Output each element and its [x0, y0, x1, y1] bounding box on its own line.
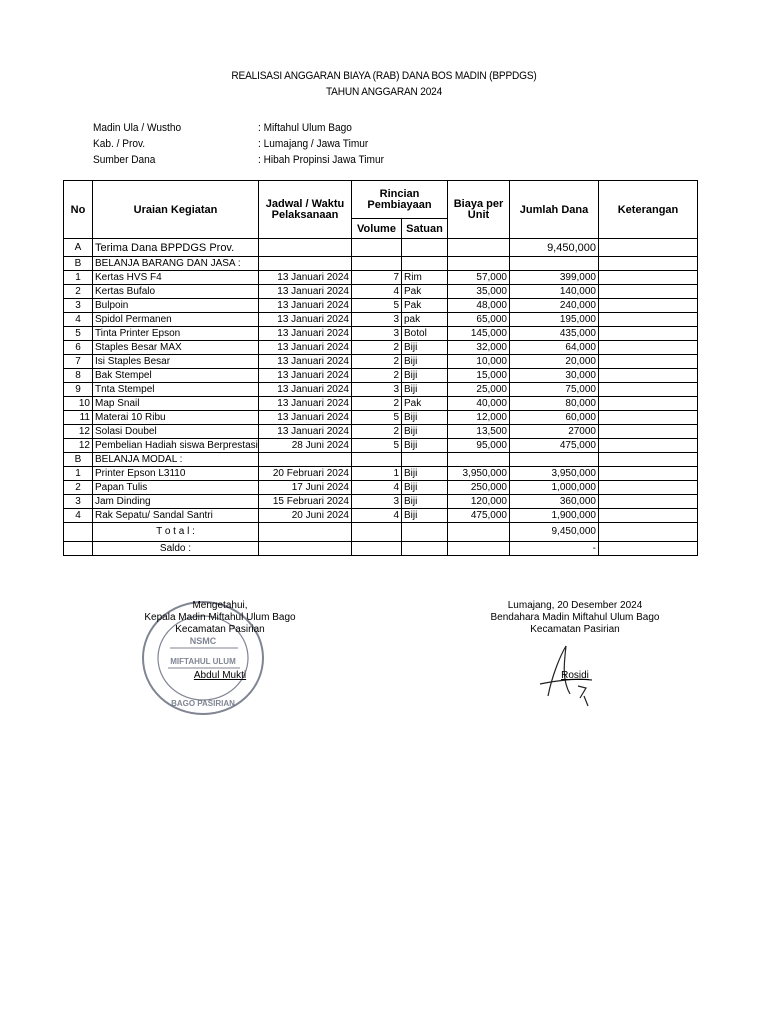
row-satuan: pak — [402, 313, 448, 327]
row-volume: 2 — [352, 355, 402, 369]
row-keterangan — [599, 509, 698, 523]
row-volume: 2 — [352, 397, 402, 411]
row-volume: 4 — [352, 509, 402, 523]
row-uraian: Rak Sepatu/ Sandal Santri — [93, 509, 259, 523]
row-uraian: Papan Tulis — [93, 481, 259, 495]
header-jumlah: Jumlah Dana — [510, 181, 599, 239]
header-biaya: Biaya per Unit — [448, 181, 510, 239]
row-no: 6 — [64, 341, 93, 355]
row-no: 11 — [64, 411, 93, 425]
row-jadwal: 13 Januari 2024 — [259, 355, 352, 369]
table-row — [64, 425, 698, 439]
row-uraian: Jam Dinding — [93, 495, 259, 509]
row-satuan: Botol — [402, 327, 448, 341]
header-uraian: Uraian Kegiatan — [93, 181, 259, 239]
row-keterangan — [599, 327, 698, 341]
total-row — [64, 523, 698, 542]
sig-left-line2: Kepala Madin Miftahul Ulum Bago — [144, 612, 296, 623]
section-a-row — [64, 239, 698, 257]
row-volume: 1 — [352, 467, 402, 481]
row-biaya: 475,000 — [448, 509, 510, 523]
row-satuan: Biji — [402, 411, 448, 425]
row-no: 12 — [64, 439, 93, 453]
row-keterangan — [599, 411, 698, 425]
row-uraian: Kertas Bufalo — [93, 285, 259, 299]
row-jadwal: 13 Januari 2024 — [259, 425, 352, 439]
row-no: 5 — [64, 327, 93, 341]
row-jadwal: 13 Januari 2024 — [259, 271, 352, 285]
row-jadwal: 13 Januari 2024 — [259, 383, 352, 397]
row-satuan: Biji — [402, 467, 448, 481]
table-row — [64, 509, 698, 523]
row-uraian: Pembelian Hadiah siswa Berprestasi — [93, 439, 259, 453]
sig-right-line1: Lumajang, 20 Desember 2024 — [507, 600, 643, 611]
row-uraian: Isi Staples Besar — [93, 355, 259, 369]
row-jumlah: 75,000 — [510, 383, 599, 397]
info-value-madin: : Miftahul Ulum Bago — [258, 122, 352, 134]
row-jadwal: 17 Juni 2024 — [259, 481, 352, 495]
row-biaya: 3,950,000 — [448, 467, 510, 481]
table-row — [64, 299, 698, 313]
section-a-label: Terima Dana BPPDGS Prov. — [93, 239, 259, 257]
section-a-no: A — [64, 239, 93, 257]
budget-table — [63, 180, 698, 556]
row-biaya: 120,000 — [448, 495, 510, 509]
sig-left-line1: Mengetahui, — [192, 600, 248, 611]
info-value-sumber: : Hibah Propinsi Jawa Timur — [258, 154, 384, 166]
row-no: 4 — [64, 509, 93, 523]
row-satuan: Pak — [402, 299, 448, 313]
row-keterangan — [599, 341, 698, 355]
info-value-kab: : Lumajang / Jawa Timur — [258, 138, 369, 150]
table-row — [64, 439, 698, 453]
row-jadwal: 13 Januari 2024 — [259, 327, 352, 341]
row-jumlah: 240,000 — [510, 299, 599, 313]
header-rincian: Rincian Pembiayaan — [352, 181, 448, 219]
row-biaya: 250,000 — [448, 481, 510, 495]
row-satuan: Biji — [402, 509, 448, 523]
row-satuan: Pak — [402, 285, 448, 299]
row-no: 2 — [64, 481, 93, 495]
row-no: 4 — [64, 313, 93, 327]
row-jumlah: 435,000 — [510, 327, 599, 341]
row-jumlah: 195,000 — [510, 313, 599, 327]
row-volume: 5 — [352, 411, 402, 425]
row-biaya: 35,000 — [448, 285, 510, 299]
section-a-jumlah: 9,450,000 — [510, 239, 599, 257]
section-b1-label: BELANJA BARANG DAN JASA : — [93, 257, 259, 271]
row-jumlah: 27000 — [510, 425, 599, 439]
sig-left-line3: Kecamatan Pasirian — [175, 624, 265, 635]
row-uraian: Printer Epson L3110 — [93, 467, 259, 481]
table-row — [64, 313, 698, 327]
row-jadwal: 28 Juni 2024 — [259, 439, 352, 453]
table-row — [64, 383, 698, 397]
row-jadwal: 13 Januari 2024 — [259, 313, 352, 327]
row-volume: 7 — [352, 271, 402, 285]
row-keterangan — [599, 271, 698, 285]
row-biaya: 57,000 — [448, 271, 510, 285]
row-biaya: 145,000 — [448, 327, 510, 341]
total-label: T o t a l : — [93, 523, 259, 542]
sig-left-name: Abdul Mukti — [193, 670, 247, 681]
section-b1-row — [64, 257, 698, 271]
table-row — [64, 355, 698, 369]
row-keterangan — [599, 467, 698, 481]
row-satuan: Biji — [402, 383, 448, 397]
row-biaya: 65,000 — [448, 313, 510, 327]
total-jumlah: 9,450,000 — [510, 523, 599, 542]
table-row — [64, 369, 698, 383]
row-uraian: Tnta Stempel — [93, 383, 259, 397]
document-subtitle: TAHUN ANGGARAN 2024 — [325, 86, 443, 98]
row-uraian: Solasi Doubel — [93, 425, 259, 439]
section-b2-row — [64, 453, 698, 467]
row-no: 8 — [64, 369, 93, 383]
stamp-text-middle: MIFTAHUL ULUM — [170, 657, 236, 666]
row-satuan: Rim — [402, 271, 448, 285]
row-no: 2 — [64, 285, 93, 299]
row-no: 1 — [64, 271, 93, 285]
table-row — [64, 327, 698, 341]
header-jadwal: Jadwal / Waktu Pelaksanaan — [259, 181, 352, 239]
row-no: 10 — [64, 397, 93, 411]
row-volume: 2 — [352, 425, 402, 439]
stamp-text-top: NSMC — [189, 636, 217, 646]
row-jumlah: 20,000 — [510, 355, 599, 369]
row-jadwal: 13 Januari 2024 — [259, 299, 352, 313]
row-satuan: Biji — [402, 481, 448, 495]
row-keterangan — [599, 383, 698, 397]
row-volume: 3 — [352, 327, 402, 341]
row-jadwal: 20 Februari 2024 — [259, 467, 352, 481]
table-row — [64, 285, 698, 299]
row-volume: 4 — [352, 481, 402, 495]
row-uraian: Materai 10 Ribu — [93, 411, 259, 425]
saldo-label: Saldo : — [93, 542, 259, 556]
row-biaya: 15,000 — [448, 369, 510, 383]
row-jadwal: 13 Januari 2024 — [259, 411, 352, 425]
row-biaya: 10,000 — [448, 355, 510, 369]
row-jumlah: 3,950,000 — [510, 467, 599, 481]
row-jumlah: 140,000 — [510, 285, 599, 299]
row-biaya: 25,000 — [448, 383, 510, 397]
info-label-madin: Madin Ula / Wustho — [93, 122, 182, 134]
row-biaya: 40,000 — [448, 397, 510, 411]
row-uraian: Kertas HVS F4 — [93, 271, 259, 285]
row-biaya: 12,000 — [448, 411, 510, 425]
row-uraian: Bulpoin — [93, 299, 259, 313]
row-biaya: 48,000 — [448, 299, 510, 313]
row-jumlah: 360,000 — [510, 495, 599, 509]
row-keterangan — [599, 369, 698, 383]
row-satuan: Biji — [402, 495, 448, 509]
table-row — [64, 495, 698, 509]
row-volume: 3 — [352, 495, 402, 509]
row-jumlah: 1,900,000 — [510, 509, 599, 523]
row-no: 3 — [64, 299, 93, 313]
row-volume: 2 — [352, 369, 402, 383]
row-uraian: Bak Stempel — [93, 369, 259, 383]
row-uraian: Spidol Permanen — [93, 313, 259, 327]
table-row — [64, 271, 698, 285]
row-jadwal: 13 Januari 2024 — [259, 397, 352, 411]
sig-right-name: Rosidi — [561, 670, 589, 681]
row-jumlah: 475,000 — [510, 439, 599, 453]
sig-right-line2: Bendahara Madin Miftahul Ulum Bago — [490, 612, 660, 623]
row-jadwal: 13 Januari 2024 — [259, 341, 352, 355]
section-b2-label: BELANJA MODAL : — [93, 453, 259, 467]
table-row — [64, 411, 698, 425]
row-no: 9 — [64, 383, 93, 397]
table-row — [64, 467, 698, 481]
row-uraian: Tinta Printer Epson — [93, 327, 259, 341]
row-keterangan — [599, 299, 698, 313]
row-keterangan — [599, 285, 698, 299]
row-keterangan — [599, 425, 698, 439]
row-uraian: Map Snail — [93, 397, 259, 411]
row-keterangan — [599, 313, 698, 327]
row-no: 7 — [64, 355, 93, 369]
row-satuan: Biji — [402, 425, 448, 439]
row-jumlah: 60,000 — [510, 411, 599, 425]
stamp-text-bottom: BAGO PASIRIAN — [171, 699, 235, 708]
row-volume: 5 — [352, 439, 402, 453]
row-jumlah: 399,000 — [510, 271, 599, 285]
header-keterangan: Keterangan — [599, 181, 698, 239]
table-row — [64, 481, 698, 495]
saldo-row — [64, 542, 698, 556]
row-satuan: Biji — [402, 439, 448, 453]
row-keterangan — [599, 439, 698, 453]
header-no: No — [64, 181, 93, 239]
row-jadwal: 20 Juni 2024 — [259, 509, 352, 523]
row-keterangan — [599, 481, 698, 495]
info-label-kab: Kab. / Prov. — [93, 138, 146, 150]
row-keterangan — [599, 495, 698, 509]
row-biaya: 13,500 — [448, 425, 510, 439]
row-satuan: Pak — [402, 397, 448, 411]
row-uraian: Staples Besar MAX — [93, 341, 259, 355]
row-keterangan — [599, 397, 698, 411]
row-no: 3 — [64, 495, 93, 509]
table-row — [64, 397, 698, 411]
row-jumlah: 64,000 — [510, 341, 599, 355]
row-volume: 5 — [352, 299, 402, 313]
row-satuan: Biji — [402, 341, 448, 355]
row-no: 1 — [64, 467, 93, 481]
row-no: 12 — [64, 425, 93, 439]
saldo-jumlah: - — [510, 542, 599, 556]
row-jadwal: 15 Februari 2024 — [259, 495, 352, 509]
row-jadwal: 13 Januari 2024 — [259, 369, 352, 383]
row-volume: 3 — [352, 383, 402, 397]
sig-right-line3: Kecamatan Pasirian — [530, 624, 620, 635]
row-volume: 3 — [352, 313, 402, 327]
document-title: REALISASI ANGGARAN BIAYA (RAB) DANA BOS MADIN (BPPDGS) — [231, 70, 537, 82]
row-jumlah: 80,000 — [510, 397, 599, 411]
row-volume: 2 — [352, 341, 402, 355]
header-volume: Volume — [352, 219, 402, 239]
row-jadwal: 13 Januari 2024 — [259, 285, 352, 299]
row-jumlah: 1,000,000 — [510, 481, 599, 495]
info-label-sumber: Sumber Dana — [93, 154, 156, 166]
table-row — [64, 341, 698, 355]
header-satuan: Satuan — [402, 219, 448, 239]
row-satuan: Biji — [402, 355, 448, 369]
section-b1-no: B — [64, 257, 93, 271]
row-jumlah: 30,000 — [510, 369, 599, 383]
row-satuan: Biji — [402, 369, 448, 383]
section-b2-no: B — [64, 453, 93, 467]
row-volume: 4 — [352, 285, 402, 299]
row-biaya: 95,000 — [448, 439, 510, 453]
row-keterangan — [599, 355, 698, 369]
row-biaya: 32,000 — [448, 341, 510, 355]
